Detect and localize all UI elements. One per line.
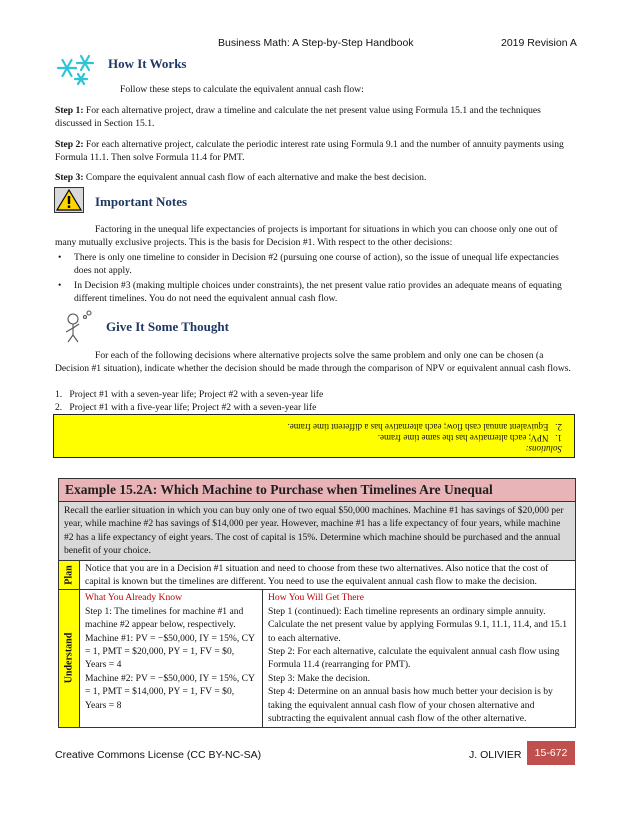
get-there-line: Step 1 (continued): Each timeline represents an ordinary simple annuity. Calculate the net present value by applying Formulas 9.1, 11.1, 11.4, and 15.1 to each alternative. [268, 605, 568, 644]
thought-item: 1. Project #1 with a seven-year life; Project #2 with a seven-year life [55, 389, 324, 400]
warning-icon [54, 187, 84, 213]
thought-item: 2. Project #1 with a five-year life; Project #2 with a seven-year life [55, 402, 317, 413]
revision-label: 2019 Revision A [501, 37, 577, 49]
understand-row [59, 590, 575, 726]
example-title: Example 15.2A: Which Machine to Purchase when Timelines Are Unequal [59, 479, 575, 502]
example-box [58, 478, 576, 728]
solutions-inverted [54, 415, 574, 457]
book-title: Business Math: A Step-by-Step Handbook [218, 37, 414, 49]
step-text: For each alternative project, draw a timeline and calculate the net present value using Formula 15.1 and the techniques discussed in Section 15.1. [55, 105, 541, 130]
solution-line: 1. NPV; each alternative has the same time frame. [377, 433, 562, 443]
important-notes-paragraph: Factoring in the unequal life expectancies of projects is important for situations in which you can choose only one out of many mutually exclusive projects. This is the basis for Decision #1. With respect to the other decisions: [55, 224, 558, 249]
get-there-column [263, 590, 575, 726]
plan-text: Notice that you are in a Decision #1 situation and need to choose from these two alternatives. Also notice that the cost of capital is known but the timelines are different. You need to use the equivalent annual cash flow to make the decision. [85, 562, 549, 588]
give-thought-title: Give It Some Thought [106, 319, 229, 334]
snowflake-icon [55, 53, 101, 87]
get-there-line: Step 3: Make the decision. [268, 672, 371, 684]
known-line: Step 1: The timelines for machine #1 and machine #2 appear below, respectively. [85, 605, 244, 631]
known-line: Machine #2: PV = −$50,000, IY = 15%, CY = 1, PMT = $14,000, PY = 1, FV = $0, Years = 8 [85, 672, 255, 711]
page-number-badge: 15-672 [527, 741, 575, 765]
example-description: Recall the earlier situation in which you can buy only one of two equal $50,000 machines. Machine #1 has savings of $20,000 per year, while machine #2 has savings of $14,000 per year. However, machine #1 has a life expectancy of four years, while machine #2 has a life expectancy of eight years. The cost of capital is 15%. Determine which machine should be purchased and the annual benefit of your choice. [59, 502, 575, 561]
how-it-works-intro: Follow these steps to calculate the equivalent annual cash flow: [120, 84, 364, 95]
note-bullet: In Decision #3 (making multiple choices under constraints), the net present value ratio provides an adequate means of equating different timelines. You do not need the equivalent annual cash flow. [74, 280, 562, 305]
bullet-dot: • [58, 252, 62, 263]
step-text: Compare the equivalent annual cash flow of each alternative and make the best decision. [83, 172, 427, 183]
known-column [80, 590, 263, 726]
step-label: Step 2: [55, 139, 84, 150]
step-3 [55, 171, 575, 184]
bullet-dot: • [58, 280, 62, 291]
author-name: J. OLIVIER [469, 749, 522, 761]
important-notes-title: Important Notes [95, 194, 188, 209]
step-label: Step 1: [55, 105, 84, 116]
solution-line: 2. Equivalent annual cash flow; each alternative has a different time frame. [287, 422, 562, 432]
step-1 [55, 104, 575, 131]
get-there-line: Step 2: For each alternative, calculate the equivalent annual cash flow using Formula 11.4 (rearranging for PMT). [268, 646, 560, 671]
note-bullet: There is only one timeline to consider in Decision #2 (pursuing one course of action), so the issue of unequal life expectancies does not apply. [74, 252, 559, 277]
understand-side-label: Understand [59, 590, 80, 726]
known-line: Machine #1: PV = −$50,000, IY = 15%, CY = 1, PMT = $20,000, PY = 1, FV = $0, Years = 4 [85, 632, 255, 671]
give-thought-paragraph: For each of the following decisions where alternative projects solve the same problem and only one can be chosen (a Decision #1 situation), indicate whether the decision should be made through the comparison of NPV or equivalent annual cash flows. [55, 350, 571, 375]
plan-row [59, 561, 575, 591]
step-label: Step 3: [55, 172, 84, 183]
solutions-box [53, 414, 575, 458]
known-header: What You Already Know [85, 592, 182, 604]
plan-side-label: Plan [59, 561, 80, 590]
get-there-line: Step 4: Determine on an annual basis how much better your decision is by taking the equivalent annual cash flow of your chosen alternative and subtracting the equivalent annual cash flow of the other alternative. [268, 686, 553, 725]
step-2 [55, 138, 575, 165]
how-it-works-title: How It Works [108, 56, 187, 71]
get-there-header: How You Will Get There [268, 592, 364, 604]
step-text: For each alternative project, calculate the periodic interest rate using Formula 9.1 and the number of annuity payments using Formula 11.1. Then solve Formula 11.4 for PMT. [55, 139, 564, 164]
solutions-label: Solutions: [525, 444, 562, 454]
thinking-person-icon [55, 310, 97, 344]
license-text: Creative Commons License (CC BY-NC-SA) [55, 749, 262, 761]
